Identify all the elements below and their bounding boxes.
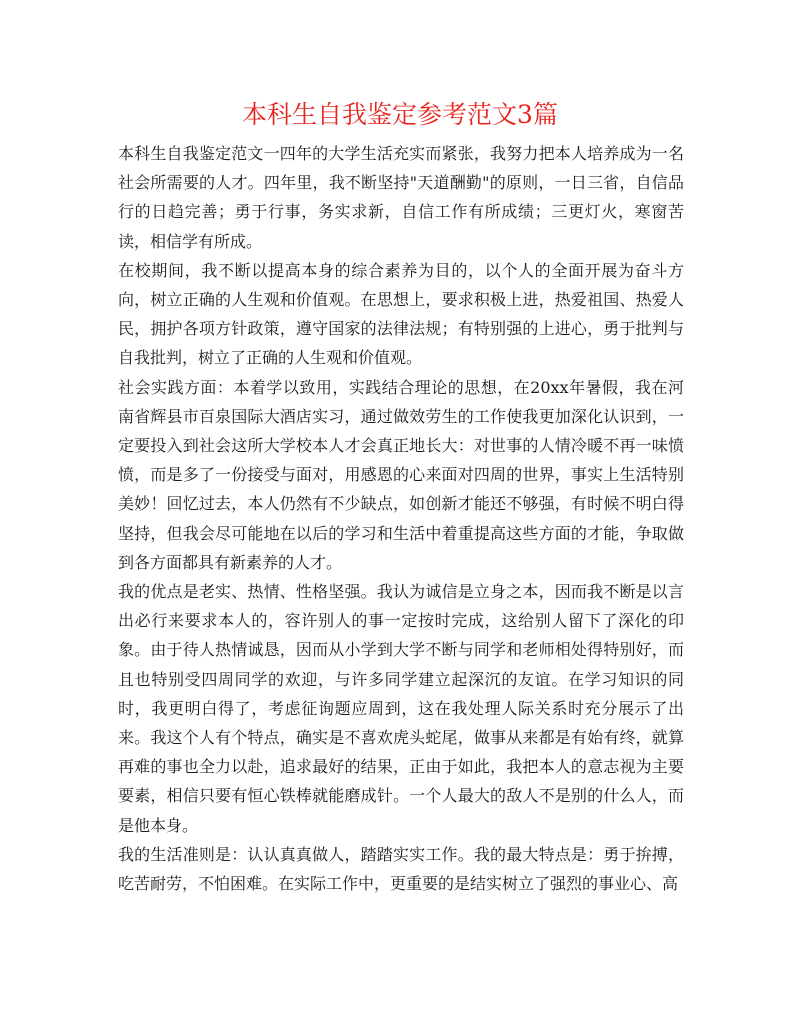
document-body	[118, 139, 684, 898]
document-title: 本科生自我鉴定参考范文3篇	[242, 100, 558, 129]
paragraph-strengths: 我的优点是老实、热情、性格坚强。我认为诚信是立身之本，因而我不断是以言出必行来要求本人的，容许别人的事一定按时完成，这给别人留下了深化的印象。由于待人热情诚恳，因而从小学到大学不断与同学和老师相处得特别好，而且也特别受四周同学的欢迎，与许多同学建立起深沉的友谊。在学习知识的同时，我更明白得了，考虑征询题应周到，这在我处理人际关系时充分展示了出来。我这个人有个特点，确实是不喜欢虎头蛇尾，做事从来都是有始有终，就算再难的事也全力以赴，追求最好的结果，正由于如此，我把本人的意志视为主要要素，相信只要有恒心铁棒就能磨成针。一个人最大的敌人不是别的什么人，而是他本身。	[118, 582, 684, 835]
paragraph-social-practice: 社会实践方面：本着学以致用，实践结合理论的思想，在20xx年暑假，我在河南省辉县市百泉国际大酒店实习，通过做效劳生的工作使我更加深化认识到，一定要投入到社会这所大学校本人才会真正地长大：对世事的人情冷暖不再一味愤愤，而是多了一份接受与面对，用感恩的心来面对四周的世界，事实上生活特别美妙！回忆过去，本人仍然有不少缺点，如创新才能还不够强，有时候不明白得坚持，但我会尽可能地在以后的学习和生活中着重提高这些方面的才能，争取做到各方面都具有新素养的人才。	[118, 377, 684, 572]
paragraph-intro: 本科生自我鉴定范文一四年的大学生活充实而紧张，我努力把本人培养成为一名社会所需要的人才。四年里，我不断坚持"天道酬勤"的原则，一日三省，自信品行的日趋完善；勇于行事，务实求新，自信工作有所成绩；三更灯火，寒窗苦读，相信学有所成。	[118, 144, 684, 251]
paragraph-life-principles: 我的生活准则是：认认真真做人，踏踏实实工作。我的最大特点是：勇于拚搏，吃苦耐劳，不怕困难。在实际工作中，更重要的是结实树立了强烈的事业心、高	[118, 844, 684, 894]
paragraph-school-period: 在校期间，我不断以提高本身的综合素养为目的，以个人的全面开展为奋斗方向，树立正确的人生观和价值观。在思想上，要求积极上进，热爱祖国、热爱人民，拥护各项方针政策，遵守国家的法律法规；有特别强的上进心，勇于批判与自我批判，树立了正确的人生观和价值观。	[118, 260, 684, 368]
